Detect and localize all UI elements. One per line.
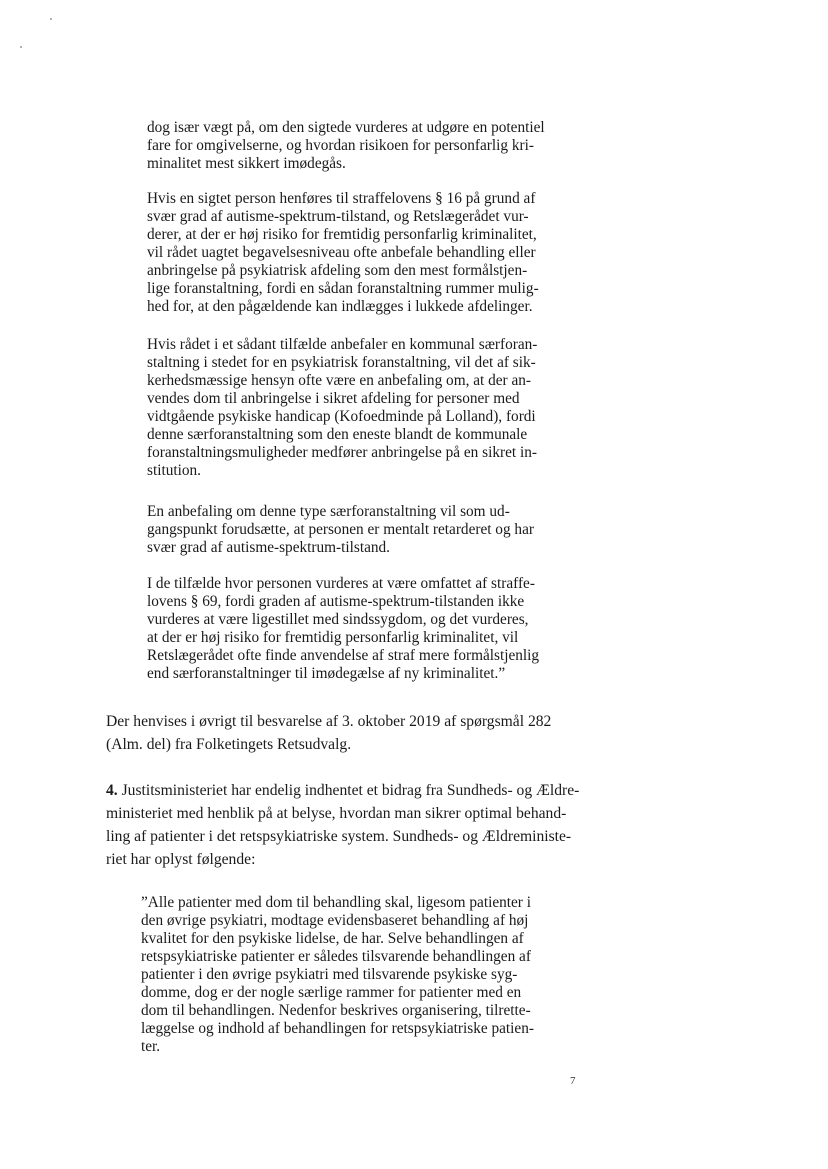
text-line: derer, at der er høj risiko for fremtidig personfarlig kriminalitet, xyxy=(147,226,537,243)
quote-paragraph xyxy=(147,190,555,316)
text-line: ter. xyxy=(141,1038,161,1055)
text-line: riet har oplyst følgende: xyxy=(106,851,256,868)
text-line: den øvrige psykiatri, modtage evidensbaseret behandling af høj xyxy=(141,912,529,929)
text-line: fare for omgivelserne, og hvordan risikoen for personfarlig kri- xyxy=(147,137,534,154)
scan-speck xyxy=(50,18,52,20)
text-line: gangspunkt forudsætte, at personen er mentalt retarderet og har xyxy=(147,521,534,538)
quote-paragraph xyxy=(147,336,555,480)
text-line: Hvis rådet i et sådant tilfælde anbefaler en kommunal særforan- xyxy=(147,336,538,353)
quote-paragraph xyxy=(147,575,555,683)
text-line: kvalitet for den psykiske lidelse, de har. Selve behandlingen af xyxy=(141,930,524,947)
text-line: retspsykiatriske patienter er således tilsvarende behandlingen af xyxy=(141,948,531,965)
text-line: vurderes at være ligestillet med sindssygdom, og det vurderes, xyxy=(147,611,529,628)
text-line: denne særforanstaltning som den eneste blandt de kommunale xyxy=(147,426,528,443)
text-line: vendes dom til anbringelse i sikret afdeling for personer med xyxy=(147,390,520,407)
page-number: 7 xyxy=(570,1075,576,1087)
text-line: dog især vægt på, om den sigtede vurderes at udgøre en potentiel xyxy=(147,119,545,136)
text-line: (Alm. del) fra Folketingets Retsudvalg. xyxy=(106,736,352,753)
text-line: stitution. xyxy=(147,462,201,479)
body-paragraph xyxy=(106,710,588,756)
quote-paragraph xyxy=(147,119,555,173)
text-line: anbringelse på psykiatrisk afdeling som den mest formålstjen- xyxy=(147,262,528,279)
text-line: svær grad af autisme-spektrum-tilstand. xyxy=(147,539,390,556)
text-line: ministeriet med henblik på at belyse, hvordan man sikrer optimal behand- xyxy=(106,805,567,822)
section-4-paragraph xyxy=(106,779,587,871)
text-line: at der er høj risiko for fremtidig personfarlig kriminalitet, vil xyxy=(147,629,519,646)
text-line xyxy=(106,779,587,802)
text-line: staltning i stedet for en psykiatrisk foranstaltning, vil det af sik- xyxy=(147,354,536,371)
text-line: læggelse og indhold af behandlingen for retspsykiatriske patien- xyxy=(141,1020,534,1037)
text-line: end særforanstaltninger til imødegælse af ny kriminalitet.” xyxy=(147,665,506,682)
quote-paragraph xyxy=(147,503,555,557)
scan-speck xyxy=(20,46,22,48)
text-line: patienter i den øvrige psykiatri med tilsvarende psykiske syg- xyxy=(141,966,518,983)
text-line: I de tilfælde hvor personen vurderes at være omfattet af straffe- xyxy=(147,575,535,592)
text-line: lovens § 69, fordi graden af autisme-spektrum-tilstanden ikke xyxy=(147,593,525,610)
text-line: ”Alle patienter med dom til behandling skal, ligesom patienter i xyxy=(141,894,531,911)
text-line: En anbefaling om denne type særforanstaltning vil som ud- xyxy=(147,503,510,520)
text-line: svær grad af autisme-spektrum-tilstand, og Retslægerådet vur- xyxy=(147,208,529,225)
text-line: domme, dog er der nogle særlige rammer for patienter med en xyxy=(141,984,522,1001)
text-line: Hvis en sigtet person henføres til straffelovens § 16 på grund af xyxy=(147,190,536,207)
text-line: kerhedsmæssige hensyn ofte være en anbefaling om, at der an- xyxy=(147,372,532,389)
text-line: hed for, at den pågældende kan indlægges i lukkede afdelinger. xyxy=(147,298,533,315)
text-run: Justitsministeriet har endelig indhentet et bidrag fra Sundheds- og Ældre- xyxy=(117,782,580,799)
text-line: foranstaltningsmuligheder medfører anbringelse på en sikret in- xyxy=(147,444,537,461)
text-line: Der henvises i øvrigt til besvarelse af 3. oktober 2019 af spørgsmål 282 xyxy=(106,713,552,730)
text-line: Retslægerådet ofte finde anvendelse af straf mere formålstjenlig xyxy=(147,647,540,664)
text-line: lige foranstaltning, fordi en sådan foranstaltning rummer mulig- xyxy=(147,280,539,297)
text-line: minalitet mest sikkert imødegås. xyxy=(147,155,346,172)
section-number: 4. xyxy=(106,782,118,799)
quote-paragraph xyxy=(141,894,553,1056)
text-line: vil rådet uagtet begavelsesniveau ofte anbefale behandling eller xyxy=(147,244,536,261)
text-line: vidtgående psykiske handicap (Kofoedminde på Lolland), fordi xyxy=(147,408,536,425)
text-line: dom til behandlingen. Nedenfor beskrives organisering, tilrette- xyxy=(141,1002,531,1019)
text-line: ling af patienter i det retspsykiatriske system. Sundheds- og Ældreministe- xyxy=(106,828,572,845)
